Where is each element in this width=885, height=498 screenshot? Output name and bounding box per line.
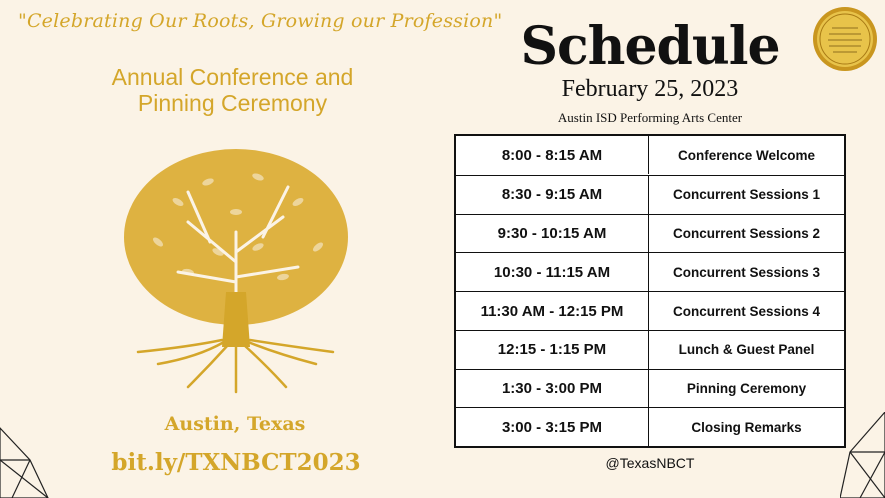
event-title-line-1: Annual Conference and [111,64,354,90]
social-handle[interactable]: @TexasNBCT [605,455,695,471]
schedule-row [456,252,844,291]
geometric-corner-left [0,420,60,498]
schedule-title: Concurrent Sessions 4 [672,303,821,319]
schedule-row [456,136,844,174]
schedule-time: 11:30 AM - 12:15 PM [456,292,649,330]
schedule-row [456,175,844,214]
schedule-time: 1:30 - 3:00 PM [456,370,649,408]
schedule-time: 12:15 - 1:15 PM [456,331,649,369]
schedule-row [456,214,844,253]
tree-logo-icon [118,142,354,394]
schedule-row [456,330,844,369]
registration-link[interactable]: bit.ly/TXNBCT2023 [111,449,361,476]
schedule-title: Concurrent Sessions 1 [672,187,821,203]
event-title [80,64,385,116]
schedule-time: 9:30 - 10:15 AM [456,215,649,253]
schedule-title: Pinning Ceremony [686,381,807,396]
schedule-time: 10:30 - 11:15 AM [456,253,649,291]
schedule-title: Closing Remarks [691,419,802,435]
geometric-corner-right [840,412,885,498]
event-venue: Austin ISD Performing Arts Center [557,110,743,125]
schedule-row [456,369,844,408]
schedule-title: Conference Welcome [677,147,816,163]
event-date: February 25, 2023 [561,76,739,102]
tagline: "Celebrating Our Roots, Growing our Profession" [18,10,503,32]
schedule-title: Lunch & Guest Panel [678,342,815,358]
schedule-title: Concurrent Sessions 2 [672,226,821,241]
organization-seal-icon [812,6,878,72]
schedule-table [454,134,846,448]
city-label: Austin, Texas [164,413,306,435]
schedule-heading: Schedule [520,16,780,77]
event-title-line-2: Pinning Ceremony [137,90,328,116]
schedule-time: 3:00 - 3:15 PM [456,408,649,446]
schedule-row [456,291,844,330]
schedule-time: 8:30 - 9:15 AM [456,176,649,214]
schedule-time: 8:00 - 8:15 AM [456,136,649,174]
schedule-row [456,407,844,446]
schedule-title: Concurrent Sessions 3 [672,264,821,280]
